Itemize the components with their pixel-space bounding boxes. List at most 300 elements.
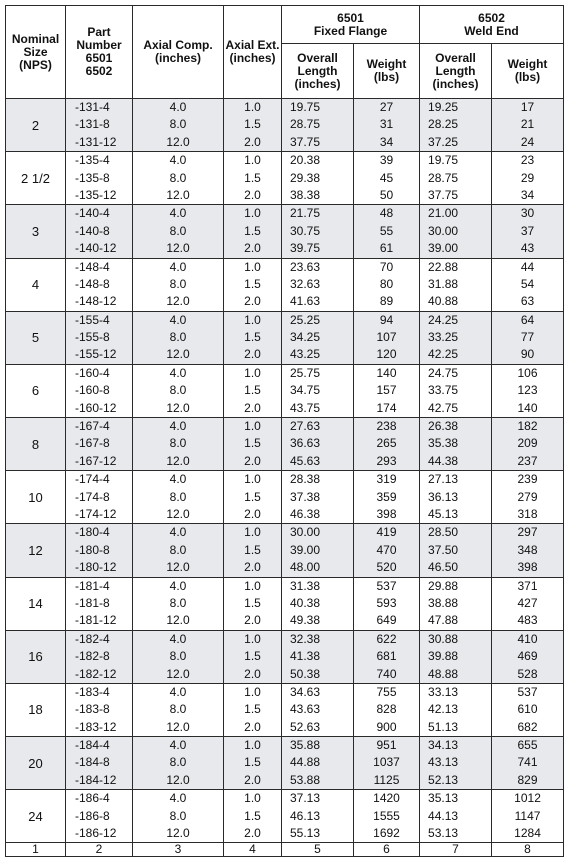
fixed-flange-length: 29.38 [290, 170, 321, 185]
weld-end-weight: 37 [520, 223, 535, 238]
axial-ext: 1.5 [244, 276, 261, 291]
part-number: -140-8 [75, 223, 110, 238]
axial-ext: 1.0 [244, 525, 261, 540]
fixed-flange-length: 32.38 [290, 631, 321, 646]
fixed-flange-length: 19.75 [290, 100, 321, 114]
weld-end-length-cell [420, 737, 492, 790]
weld-end-weight: 209 [517, 436, 538, 451]
weld-end-length: 34.13 [428, 738, 459, 753]
weld-end-length-cell [420, 99, 492, 152]
fixed-flange-length-cell [282, 364, 354, 417]
axial-ext: 2.0 [244, 400, 261, 415]
axial-ext-cell [224, 524, 282, 577]
fixed-flange-length: 30.75 [290, 223, 321, 238]
part-number: -180-8 [75, 542, 110, 557]
weld-end-weight: 90 [520, 347, 535, 362]
fixed-flange-length: 20.38 [290, 153, 321, 168]
fixed-flange-weight: 649 [376, 613, 397, 628]
weld-end-length: 26.38 [428, 419, 459, 434]
axial-comp-cell [133, 152, 224, 205]
axial-comp-cell [133, 418, 224, 471]
weld-end-weight-cell [492, 737, 564, 790]
table-row [6, 205, 564, 258]
table-row [6, 99, 564, 152]
weld-end-length: 45.13 [428, 506, 459, 521]
fixed-flange-weight: 1555 [373, 808, 400, 823]
fixed-flange-length-cell [282, 683, 354, 736]
column-number: 3 [133, 843, 224, 857]
axial-ext: 1.5 [244, 649, 261, 664]
axial-ext: 1.5 [244, 170, 261, 185]
axial-ext: 1.5 [244, 595, 261, 610]
weld-end-length: 37.50 [428, 542, 459, 557]
axial-ext: 1.0 [244, 684, 261, 699]
axial-ext-cell [224, 577, 282, 630]
weld-end-weight: 30 [520, 206, 535, 221]
weld-end-weight-cell [492, 471, 564, 524]
part-number: -140-12 [75, 241, 117, 256]
weld-end-weight: 469 [517, 649, 538, 664]
part-number: -167-12 [75, 453, 117, 468]
weld-end-weight: 483 [517, 613, 538, 628]
axial-comp: 4.0 [169, 312, 187, 327]
fixed-flange-length: 28.75 [290, 117, 321, 132]
axial-comp: 12.0 [166, 826, 190, 841]
fixed-flange-weight-cell [354, 152, 420, 205]
fixed-flange-weight: 39 [379, 153, 394, 168]
weld-end-weight-cell [492, 311, 564, 364]
weld-end-weight-cell [492, 364, 564, 417]
axial-comp: 8.0 [169, 223, 187, 238]
axial-comp-cell [133, 790, 224, 843]
fixed-flange-weight-cell [354, 99, 420, 152]
weld-end-weight-cell [492, 205, 564, 258]
expansion-joint-dimensions-table [5, 5, 564, 857]
fixed-flange-length-cell [282, 99, 354, 152]
fixed-flange-weight: 70 [379, 259, 394, 274]
fixed-flange-length: 46.38 [290, 506, 321, 521]
weld-end-weight: 610 [517, 702, 538, 717]
part-number: -160-12 [75, 400, 117, 415]
fixed-flange-weight: 107 [376, 330, 397, 345]
nominal-size: 4 [6, 258, 66, 311]
axial-ext: 1.5 [244, 542, 261, 557]
fixed-flange-length: 43.63 [290, 702, 321, 717]
weld-end-length: 33.25 [428, 330, 459, 345]
weld-end-weight: 318 [517, 506, 538, 521]
axial-ext: 1.5 [244, 755, 261, 770]
header-line: Axial Ext. [225, 38, 280, 52]
fixed-flange-length: 37.75 [290, 134, 321, 149]
axial-ext: 2.0 [244, 826, 261, 841]
fixed-flange-length: 37.13 [290, 791, 321, 806]
axial-comp: 12.0 [166, 241, 190, 256]
axial-ext: 1.0 [244, 738, 261, 753]
fixed-flange-weight-cell [354, 737, 420, 790]
fixed-flange-weight-cell [354, 311, 420, 364]
part-number-cell [66, 258, 133, 311]
axial-ext: 2.0 [244, 453, 261, 468]
part-number: -174-8 [75, 489, 110, 504]
nominal-size: 12 [6, 524, 66, 577]
axial-comp: 4.0 [169, 100, 187, 114]
axial-comp: 4.0 [169, 472, 187, 487]
part-number-cell [66, 471, 133, 524]
fixed-flange-weight: 34 [379, 134, 394, 149]
part-number: -174-4 [75, 472, 110, 487]
axial-comp: 4.0 [169, 259, 187, 274]
axial-ext-cell [224, 471, 282, 524]
header-6501-weight [354, 44, 420, 99]
part-number: -184-12 [75, 772, 117, 787]
weld-end-length-cell [420, 152, 492, 205]
axial-ext-cell [224, 311, 282, 364]
axial-ext: 2.0 [244, 294, 261, 309]
axial-ext: 1.0 [244, 365, 261, 380]
fixed-flange-weight: 1125 [373, 772, 400, 787]
weld-end-weight: 182 [517, 419, 538, 434]
axial-ext-cell [224, 364, 282, 417]
part-number: -182-12 [75, 666, 117, 681]
axial-ext: 2.0 [244, 506, 261, 521]
weld-end-length: 28.25 [428, 117, 459, 132]
fixed-flange-length: 37.38 [290, 489, 321, 504]
axial-ext: 2.0 [244, 241, 261, 256]
nominal-size: 2 [6, 99, 66, 152]
axial-ext: 1.0 [244, 259, 261, 274]
weld-end-length-cell [420, 258, 492, 311]
axial-ext: 2.0 [244, 347, 261, 362]
fixed-flange-length: 46.13 [290, 808, 321, 823]
weld-end-weight: 1284 [514, 826, 541, 841]
header-6501-overall-length [282, 44, 354, 99]
weld-end-weight: 23 [520, 153, 535, 168]
weld-end-weight: 54 [520, 276, 535, 291]
fixed-flange-length-cell [282, 311, 354, 364]
fixed-flange-weight-cell [354, 205, 420, 258]
part-number: -174-12 [75, 506, 117, 521]
weld-end-length: 47.88 [428, 613, 459, 628]
part-number-cell [66, 311, 133, 364]
fixed-flange-weight-cell [354, 418, 420, 471]
axial-comp: 4.0 [169, 525, 187, 540]
header-6502-overall-length [420, 44, 492, 99]
axial-ext: 2.0 [244, 560, 261, 575]
axial-comp: 12.0 [166, 187, 190, 202]
part-number-cell [66, 99, 133, 152]
nominal-size: 16 [6, 630, 66, 683]
weld-end-length: 22.88 [428, 259, 459, 274]
weld-end-weight: 24 [520, 134, 535, 149]
weld-end-length: 30.00 [428, 223, 459, 238]
fixed-flange-length: 53.88 [290, 772, 321, 787]
axial-comp: 12.0 [166, 400, 190, 415]
part-number-cell [66, 577, 133, 630]
weld-end-weight: 741 [517, 755, 538, 770]
fixed-flange-weight: 45 [379, 170, 394, 185]
header-line: (lbs) [373, 70, 400, 84]
table-row [6, 524, 564, 577]
fixed-flange-length-cell [282, 152, 354, 205]
weld-end-length-cell [420, 205, 492, 258]
axial-ext-cell [224, 205, 282, 258]
axial-comp: 12.0 [166, 506, 190, 521]
part-number: -148-12 [75, 294, 117, 309]
header-axial-comp [133, 6, 224, 99]
weld-end-length-cell [420, 524, 492, 577]
axial-ext: 1.5 [244, 117, 261, 132]
fixed-flange-weight-cell [354, 471, 420, 524]
weld-end-weight: 528 [517, 666, 538, 681]
fixed-flange-weight: 31 [379, 117, 394, 132]
fixed-flange-length: 31.38 [290, 578, 321, 593]
fixed-flange-weight-cell [354, 577, 420, 630]
fixed-flange-weight: 359 [376, 489, 397, 504]
table-row [6, 364, 564, 417]
fixed-flange-weight: 157 [376, 383, 397, 398]
fixed-flange-weight: 951 [376, 738, 397, 753]
axial-ext: 1.0 [244, 153, 261, 168]
header-line: Length [435, 63, 476, 78]
fixed-flange-weight: 48 [379, 206, 394, 221]
weld-end-length: 53.13 [428, 826, 459, 841]
table-row [6, 311, 564, 364]
header-line: Fixed Flange [313, 23, 388, 38]
fixed-flange-length: 44.88 [290, 755, 321, 770]
weld-end-weight: 63 [520, 294, 535, 309]
part-number: -167-4 [75, 419, 110, 434]
table-body [6, 99, 564, 843]
axial-ext: 1.5 [244, 702, 261, 717]
axial-comp: 8.0 [169, 170, 187, 185]
weld-end-weight: 106 [517, 365, 538, 380]
axial-ext: 2.0 [244, 187, 261, 202]
weld-end-weight: 427 [517, 595, 538, 610]
fixed-flange-weight: 140 [376, 365, 397, 380]
weld-end-weight: 239 [517, 472, 538, 487]
fixed-flange-length: 35.88 [290, 738, 321, 753]
axial-ext: 1.0 [244, 206, 261, 221]
axial-comp-cell [133, 737, 224, 790]
weld-end-length-cell [420, 577, 492, 630]
weld-end-weight: 1012 [514, 791, 541, 806]
header-line: Overall [297, 50, 338, 65]
axial-comp: 4.0 [169, 738, 187, 753]
fixed-flange-weight-cell [354, 683, 420, 736]
part-number: -155-4 [75, 312, 110, 327]
axial-comp-cell [133, 311, 224, 364]
weld-end-weight: 123 [517, 383, 538, 398]
fixed-flange-length: 25.25 [290, 312, 321, 327]
header-line: 6502 [478, 10, 505, 25]
axial-ext: 1.0 [244, 100, 261, 114]
axial-ext: 2.0 [244, 134, 261, 149]
fixed-flange-length: 41.38 [290, 649, 321, 664]
axial-ext: 1.0 [244, 419, 261, 434]
weld-end-length-cell [420, 364, 492, 417]
axial-comp-cell [133, 99, 224, 152]
part-number: -180-12 [75, 560, 117, 575]
axial-ext: 1.0 [244, 578, 261, 593]
axial-comp-cell [133, 683, 224, 736]
fixed-flange-weight: 120 [376, 347, 397, 362]
weld-end-length: 38.88 [428, 595, 459, 610]
weld-end-weight: 77 [520, 330, 535, 345]
part-number: -183-8 [75, 702, 110, 717]
axial-ext: 1.5 [244, 223, 261, 238]
header-line: Overall [435, 50, 476, 65]
header-line: Weight [507, 57, 548, 71]
fixed-flange-weight: 50 [379, 187, 394, 202]
part-number: -183-12 [75, 719, 117, 734]
weld-end-length: 44.38 [428, 453, 459, 468]
axial-ext-cell [224, 790, 282, 843]
axial-ext-cell [224, 683, 282, 736]
axial-ext-cell [224, 152, 282, 205]
nominal-size: 3 [6, 205, 66, 258]
weld-end-length: 42.13 [428, 702, 459, 717]
axial-ext: 1.5 [244, 330, 261, 345]
axial-ext-cell [224, 737, 282, 790]
part-number: -167-8 [75, 436, 110, 451]
column-number: 8 [492, 843, 564, 857]
weld-end-weight-cell [492, 577, 564, 630]
nominal-size: 8 [6, 418, 66, 471]
axial-comp: 8.0 [169, 276, 187, 291]
header-6502-weight [492, 44, 564, 99]
fixed-flange-weight: 470 [376, 542, 397, 557]
weld-end-length: 46.50 [428, 560, 459, 575]
axial-comp: 8.0 [169, 330, 187, 345]
weld-end-length-cell [420, 418, 492, 471]
weld-end-weight: 64 [520, 312, 535, 327]
weld-end-length: 37.25 [428, 134, 459, 149]
fixed-flange-weight: 740 [376, 666, 397, 681]
weld-end-weight: 44 [520, 259, 535, 274]
axial-comp: 12.0 [166, 666, 190, 681]
fixed-flange-length: 48.00 [290, 560, 321, 575]
part-number: -131-8 [75, 117, 110, 132]
fixed-flange-weight: 900 [376, 719, 397, 734]
fixed-flange-weight: 238 [376, 419, 397, 434]
table-row [6, 152, 564, 205]
header-line: Size [23, 44, 48, 59]
fixed-flange-weight: 293 [376, 453, 397, 468]
header-group-6501 [282, 6, 420, 44]
part-number-cell [66, 152, 133, 205]
axial-ext: 1.5 [244, 383, 261, 398]
header-axial-ext [224, 6, 282, 99]
part-number: -182-8 [75, 649, 110, 664]
axial-comp: 8.0 [169, 808, 187, 823]
header-line: Part [87, 25, 111, 39]
axial-ext: 2.0 [244, 772, 261, 787]
part-number: -186-8 [75, 808, 110, 823]
fixed-flange-weight: 398 [376, 506, 397, 521]
weld-end-length: 33.13 [428, 684, 459, 699]
weld-end-length-cell [420, 683, 492, 736]
axial-comp: 4.0 [169, 631, 187, 646]
fixed-flange-length-cell [282, 471, 354, 524]
fixed-flange-length-cell [282, 577, 354, 630]
axial-comp: 12.0 [166, 772, 190, 787]
header-line: 6501 [85, 51, 113, 65]
fixed-flange-weight: 61 [379, 241, 394, 256]
fixed-flange-weight: 419 [376, 525, 397, 540]
fixed-flange-weight: 1692 [373, 826, 400, 841]
axial-comp: 4.0 [169, 791, 187, 806]
part-number-cell [66, 364, 133, 417]
fixed-flange-length-cell [282, 205, 354, 258]
axial-ext: 1.5 [244, 489, 261, 504]
part-number: -155-8 [75, 330, 110, 345]
axial-comp: 4.0 [169, 365, 187, 380]
weld-end-weight-cell [492, 524, 564, 577]
axial-comp: 12.0 [166, 294, 190, 309]
nominal-size: 10 [6, 471, 66, 524]
fixed-flange-length: 34.63 [290, 684, 321, 699]
weld-end-weight: 655 [517, 738, 538, 753]
part-number-cell [66, 524, 133, 577]
fixed-flange-weight: 89 [379, 294, 394, 309]
weld-end-length: 39.00 [428, 241, 459, 256]
weld-end-length: 43.13 [428, 755, 459, 770]
axial-ext: 2.0 [244, 666, 261, 681]
weld-end-weight-cell [492, 790, 564, 843]
fixed-flange-weight: 265 [376, 436, 397, 451]
part-number: -155-12 [75, 347, 117, 362]
axial-comp: 12.0 [166, 560, 190, 575]
fixed-flange-length: 38.38 [290, 187, 321, 202]
weld-end-weight: 237 [517, 453, 538, 468]
part-number-cell [66, 683, 133, 736]
nominal-size: 14 [6, 577, 66, 630]
weld-end-length: 35.13 [428, 791, 459, 806]
part-number: -186-12 [75, 826, 117, 841]
fixed-flange-length-cell [282, 524, 354, 577]
table-row [6, 577, 564, 630]
fixed-flange-weight: 1420 [373, 791, 400, 806]
weld-end-weight: 29 [520, 170, 535, 185]
axial-comp: 8.0 [169, 595, 187, 610]
header-line: (inches) [154, 51, 201, 65]
fixed-flange-length: 27.63 [290, 419, 321, 434]
axial-comp-cell [133, 258, 224, 311]
part-number: -186-4 [75, 791, 110, 806]
fixed-flange-length: 34.25 [290, 330, 321, 345]
weld-end-length-cell [420, 311, 492, 364]
fixed-flange-length-cell [282, 258, 354, 311]
nominal-size: 18 [6, 683, 66, 736]
weld-end-weight: 398 [517, 560, 538, 575]
axial-ext: 2.0 [244, 719, 261, 734]
fixed-flange-weight: 520 [376, 560, 397, 575]
fixed-flange-weight: 94 [379, 312, 394, 327]
axial-comp: 12.0 [166, 453, 190, 468]
weld-end-length: 52.13 [428, 772, 459, 787]
weld-end-weight: 140 [517, 400, 538, 415]
weld-end-length: 21.00 [428, 206, 459, 221]
axial-ext: 1.0 [244, 631, 261, 646]
axial-ext: 1.0 [244, 472, 261, 487]
weld-end-length: 19.75 [428, 153, 459, 168]
axial-comp: 8.0 [169, 542, 187, 557]
weld-end-length: 37.75 [428, 187, 459, 202]
axial-ext: 2.0 [244, 613, 261, 628]
part-number: -131-4 [75, 100, 110, 114]
column-number-row [6, 843, 564, 857]
weld-end-length: 28.75 [428, 170, 459, 185]
